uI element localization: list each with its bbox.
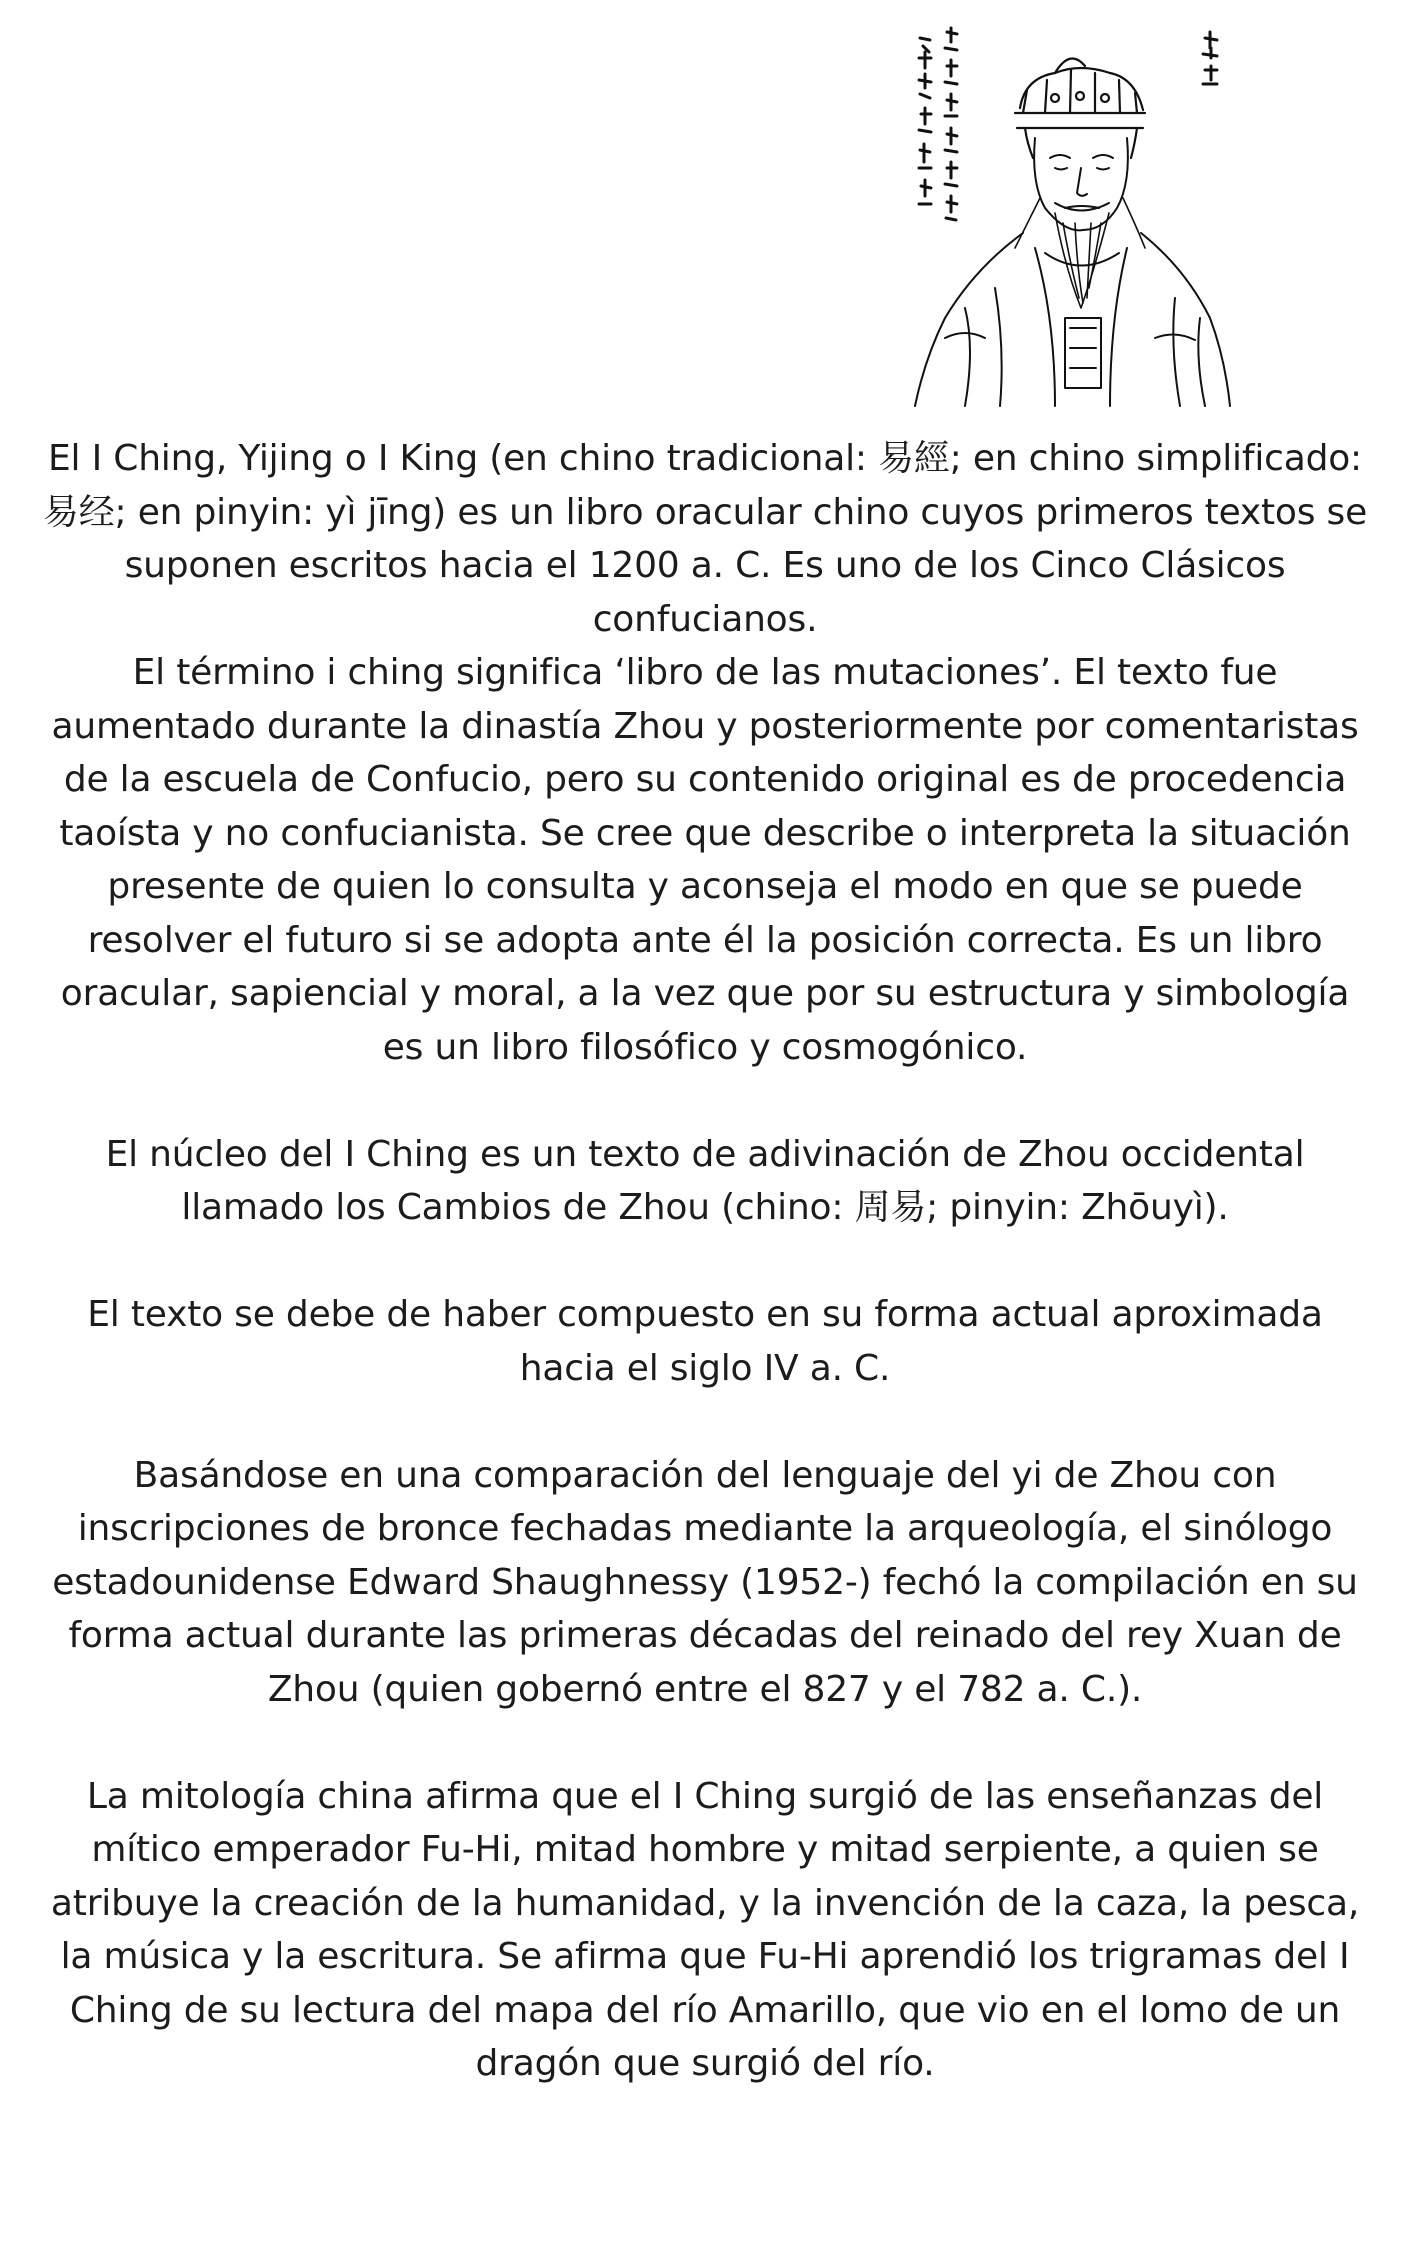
portrait-svg [905,18,1245,408]
paragraph-composition: El texto se debe de haber compuesto en su forma actual aproximada hacia el siglo IV a. C. [87,1294,1323,1389]
paragraph-intro: El I Ching, Yijing o I King (en chino tradicional: 易經; en chino simplificado: 易经; en pinyin: yì jīng) es un libro oracular chino cuyos primeros textos se suponen escritos hacia el 1200 a. C. Es uno de los Cinco Clásicos confucianos. [42,438,1368,640]
article-body [40,432,1370,2091]
paragraph-mythology: La mitología china afirma que el I Ching surgió de las enseñanzas del mítico emperador Fu-Hi, mitad hombre y mitad serpiente, a quien se atribuye la creación de la humanidad, y la invención de la caza, la pesca, la música y la escritura. Se afirma que Fu-Hi aprendió los trigramas del I Ching de su lectura del mapa del río Amarillo, que vio en el lomo de un dragón que surgió del río. [50,1775,1360,2084]
face [1034,138,1128,230]
paragraph-term-meaning: El término i ching significa ‘libro de las mutaciones’. El texto fue aumentado durante la dinastía Zhou y posteriormente por comentaristas de la escuela de Confucio, pero su contenido original es de procedencia taoísta y no confucianista. Se cree que describe o interpreta la situación presente de quien lo consulta y aconseja el modo en que se puede resolver el futuro si se adopta ante él la posición correcta. Es un libro oracular, sapiencial y moral, a la vez que por su estructura y simbología es un libro filosófico y cosmogónico. [51,652,1359,1068]
paragraph-gap [40,1395,1370,1449]
paragraph-core: El núcleo del I Ching es un texto de adivinación de Zhou occidental llamado los Cambios de Zhou (chino: 周易; pinyin: Zhōuyì). [105,1133,1305,1228]
paragraph-gap [40,1716,1370,1770]
paragraph-gap [40,1074,1370,1128]
paragraph-dating: Basándose en una comparación del lenguaje del yi de Zhou con inscripciones de bronce fechadas mediante la arqueología, el sinólogo estadounidense Edward Shaughnessy (1952-) fechó la compilación en su forma actual durante las primeras décadas del reinado del rey Xuan de Zhou (quien gobernó entre el 827 y el 782 a. C.). [52,1454,1358,1710]
emperor-portrait-illustration [905,18,1245,408]
robe [915,233,1230,406]
calligraphy-columns [919,28,1217,220]
paragraph-gap [40,1235,1370,1289]
